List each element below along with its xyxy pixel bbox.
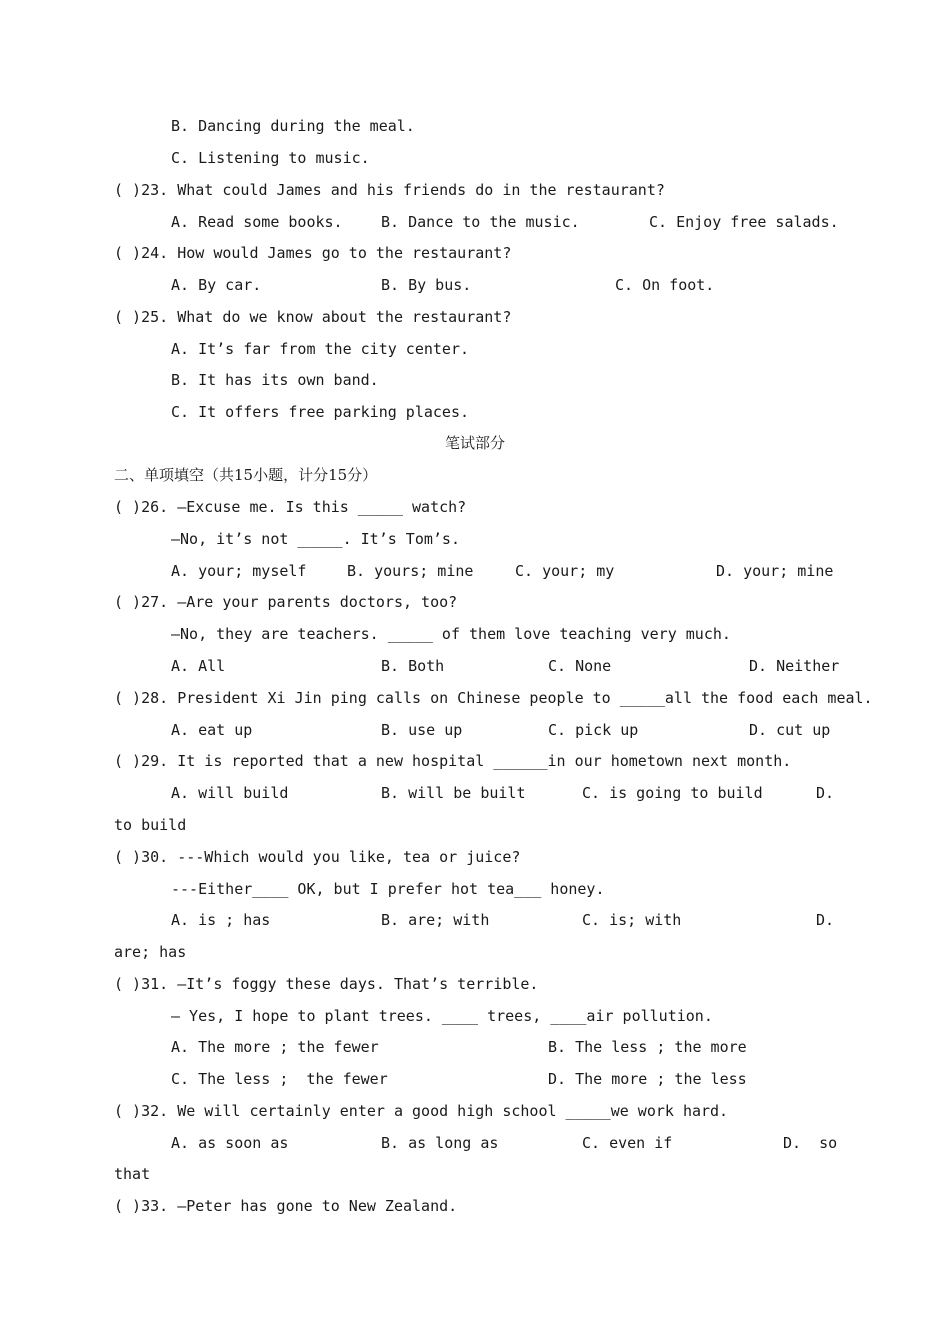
- option-32b: B. as long as: [381, 1134, 499, 1152]
- option-31d: D. The more ; the less: [548, 1070, 747, 1088]
- option-28a: A. eat up: [171, 721, 253, 739]
- question-30-reply: ---Either____ OK, but I prefer hot tea___ honey.: [171, 880, 605, 898]
- question-24: ( )24. How would James go to the restaurant?: [114, 244, 512, 262]
- question-29: ( )29. It is reported that a new hospital ______in our hometown next month.: [114, 752, 792, 770]
- question-32: ( )32. We will certainly enter a good high school _____we work hard.: [114, 1102, 729, 1120]
- option-22c: C. Listening to music.: [171, 149, 370, 167]
- question-26: ( )26. —Excuse me. Is this _____ watch?: [114, 498, 467, 516]
- question-31-reply: — Yes, I hope to plant trees. ____ trees, ____air pollution.: [171, 1007, 713, 1025]
- option-25c: C. It offers free parking places.: [171, 403, 470, 421]
- option-32d: D. so: [783, 1134, 838, 1152]
- option-29d-text: to build: [114, 816, 187, 834]
- question-26-reply: —No, it’s not _____. It’s Tom’s.: [171, 530, 460, 548]
- option-26d: D. your; mine: [716, 562, 834, 580]
- option-26c: C. your; my: [515, 562, 615, 580]
- question-28: ( )28. President Xi Jin ping calls on Chinese people to _____all the food each meal.: [114, 689, 873, 707]
- option-26b: B. yours; mine: [347, 562, 474, 580]
- option-31a: A. The more ; the fewer: [171, 1038, 379, 1056]
- option-28c: C. pick up: [548, 721, 639, 739]
- option-24c: C. On foot.: [615, 276, 715, 294]
- option-27a: A. All: [171, 657, 226, 675]
- option-25a: A. It’s far from the city center.: [171, 340, 470, 358]
- question-31: ( )31. —It’s foggy these days. That’s terrible.: [114, 975, 539, 993]
- option-30a: A. is ; has: [171, 911, 271, 929]
- option-29c: C. is going to build: [582, 784, 763, 802]
- option-29b: B. will be built: [381, 784, 526, 802]
- option-32c: C. even if: [582, 1134, 673, 1152]
- option-31b: B. The less ; the more: [548, 1038, 747, 1056]
- option-23b: B. Dance to the music.: [381, 213, 580, 231]
- question-27: ( )27. —Are your parents doctors, too?: [114, 593, 458, 611]
- option-30d: D.: [816, 911, 835, 929]
- option-28b: B. use up: [381, 721, 463, 739]
- option-23c: C. Enjoy free salads.: [649, 213, 839, 231]
- option-24b: B. By bus.: [381, 276, 472, 294]
- option-25b: B. It has its own band.: [171, 371, 379, 389]
- option-23a: A. Read some books.: [171, 213, 343, 231]
- question-23: ( )23. What could James and his friends do in the restaurant?: [114, 181, 665, 199]
- option-29a: A. will build: [171, 784, 289, 802]
- question-25: ( )25. What do we know about the restaurant?: [114, 308, 512, 326]
- option-30c: C. is; with: [582, 911, 682, 929]
- option-27c: C. None: [548, 657, 612, 675]
- option-32d-text: that: [114, 1165, 151, 1183]
- option-30d-text: are; has: [114, 943, 187, 961]
- question-27-reply: —No, they are teachers. _____ of them love teaching very much.: [171, 625, 731, 643]
- option-26a: A. your; myself: [171, 562, 307, 580]
- option-27b: B. Both: [381, 657, 445, 675]
- section-heading: 二、单项填空（共15小题，计分15分）: [114, 466, 378, 484]
- question-30: ( )30. ---Which would you like, tea or juice?: [114, 848, 521, 866]
- section-title: 笔试部分: [444, 434, 505, 452]
- question-33: ( )33. —Peter has gone to New Zealand.: [114, 1197, 458, 1215]
- option-28d: D. cut up: [749, 721, 831, 739]
- option-22b: B. Dancing during the meal.: [171, 117, 415, 135]
- option-29d: D.: [816, 784, 835, 802]
- option-30b: B. are; with: [381, 911, 490, 929]
- option-27d: D. Neither: [749, 657, 840, 675]
- option-32a: A. as soon as: [171, 1134, 289, 1152]
- option-31c: C. The less ; the fewer: [171, 1070, 388, 1088]
- option-24a: A. By car.: [171, 276, 262, 294]
